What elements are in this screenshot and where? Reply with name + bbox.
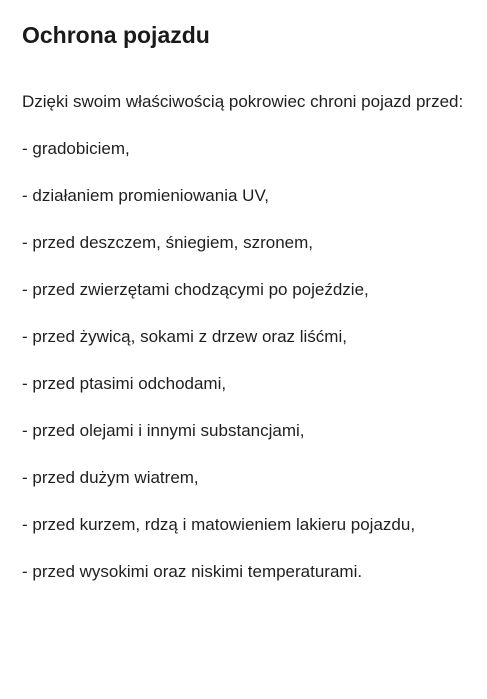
article-content [22,18,472,584]
list-item: - przed żywicą, sokami z drzew oraz liśćmi, [22,327,347,346]
list-item: - przed kurzem, rdzą i matowieniem lakieru pojazdu, [22,515,416,534]
list-item: - przed olejami i innymi substancjami, [22,421,305,440]
list-item: - przed zwierzętami chodzącymi po pojeździe, [22,280,369,299]
list-item: - przed wysokimi oraz niskimi temperaturami. [22,562,363,581]
list-item: - przed deszczem, śniegiem, szronem, [22,233,313,252]
protection-list [22,137,472,584]
section-title: Ochrona pojazdu [22,22,210,48]
list-item: - gradobiciem, [22,139,130,158]
list-item: - przed ptasimi odchodami, [22,374,227,393]
list-item: - działaniem promieniowania UV, [22,186,269,205]
intro-paragraph: Dzięki swoim właściwością pokrowiec chroni pojazd przed: [22,92,464,111]
list-item: - przed dużym wiatrem, [22,468,199,487]
